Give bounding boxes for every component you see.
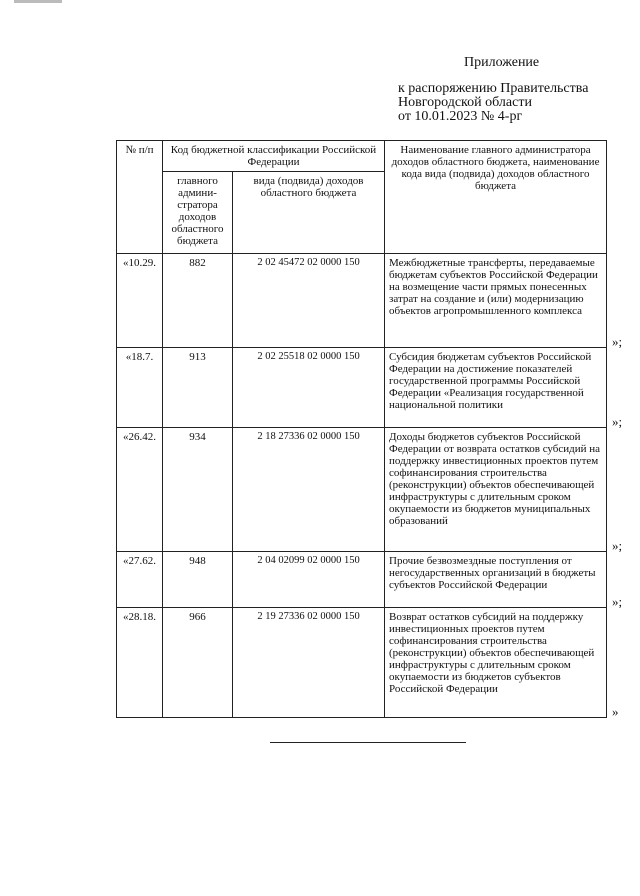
admin-code: 913 [163, 348, 233, 428]
scan-mark [14, 0, 62, 3]
row-closing-mark: »; [612, 414, 623, 429]
footer-divider [270, 742, 466, 743]
table-row [117, 348, 607, 428]
attachment-header [398, 56, 588, 124]
table-row [117, 552, 607, 608]
income-name [385, 552, 623, 609]
row-closing-mark: » [612, 704, 619, 719]
income-name [385, 608, 619, 719]
income-name [385, 428, 623, 553]
table-row [117, 254, 607, 348]
row-number: «10.29. [117, 254, 163, 348]
admin-code: 948 [163, 552, 233, 608]
header-line-2: Новгородской области [398, 95, 532, 110]
table-row [117, 428, 607, 552]
income-name-text: Доходы бюджетов субъектов Российской Федерации от возврата остатков субсидий на поддержку инвестиционных проектов путем софинансирования строительства (реконструкции) объектов обеспечивающей инфраструктуры с длительным сроком окупаемости из бюджетов муниципальных образований [389, 431, 601, 527]
row-closing-mark: »; [612, 594, 623, 609]
row-closing-mark: »; [612, 538, 623, 553]
budget-classification-table [116, 140, 623, 719]
income-name [385, 254, 623, 349]
attachment-title: Приложение [464, 55, 540, 70]
row-number: «28.18. [117, 608, 163, 718]
row-number: «18.7. [117, 348, 163, 428]
income-kind-code: 2 04 02099 02 0000 150 [233, 552, 385, 608]
row-number: «27.62. [117, 552, 163, 608]
income-kind-code: 2 18 27336 02 0000 150 [233, 428, 385, 552]
income-kind-code: 2 19 27336 02 0000 150 [233, 608, 385, 718]
header-line-3: от 10.01.2023 № 4-рг [398, 109, 523, 124]
column-name-header: Наименование главного администратора доходов областного бюджета, наименование кода вида (подвида) доходов областного бюджета [385, 141, 607, 254]
income-kind-code: 2 02 25518 02 0000 150 [233, 348, 385, 428]
row-closing-mark: »; [612, 334, 623, 349]
column-number-header: № п/п [117, 141, 163, 254]
column-admin-header: главного админи-стратора доходов областного бюджета [163, 172, 233, 254]
admin-code: 934 [163, 428, 233, 552]
row-number: «26.42. [117, 428, 163, 552]
income-name [385, 348, 623, 429]
header-line-1: к распоряжению Правительства [398, 81, 589, 96]
income-name-text: Прочие безвозмездные поступления от негосударственных организаций в бюджеты субъектов Российской Федерации [389, 555, 596, 591]
income-name-text: Возврат остатков субсидий на поддержку инвестиционных проектов путем софинансирования строительства (реконструкции) объектов обеспечивающей инфраструктуры с длительным сроком окупаемости из бюджетов субъектов Российской Федерации [389, 611, 595, 695]
income-name-text: Межбюджетные трансферты, передаваемые бюджетам субъектов Российской Федерации на возмещение части прямых понесенных затрат на создание и (или) модернизацию объектов агропромышленного комплекса [389, 257, 598, 317]
column-kind-header: вида (подвида) доходов областного бюджета [233, 172, 385, 254]
column-code-group-header: Код бюджетной классификации Российской Федерации [163, 141, 385, 172]
income-kind-code: 2 02 45472 02 0000 150 [233, 254, 385, 348]
admin-code: 882 [163, 254, 233, 348]
admin-code: 966 [163, 608, 233, 718]
table-row [117, 608, 607, 718]
income-name-text: Субсидия бюджетам субъектов Российской Федерации на достижение показателей государственной программы Российской Федерации «Реализация государственной национальной политики [389, 351, 592, 411]
